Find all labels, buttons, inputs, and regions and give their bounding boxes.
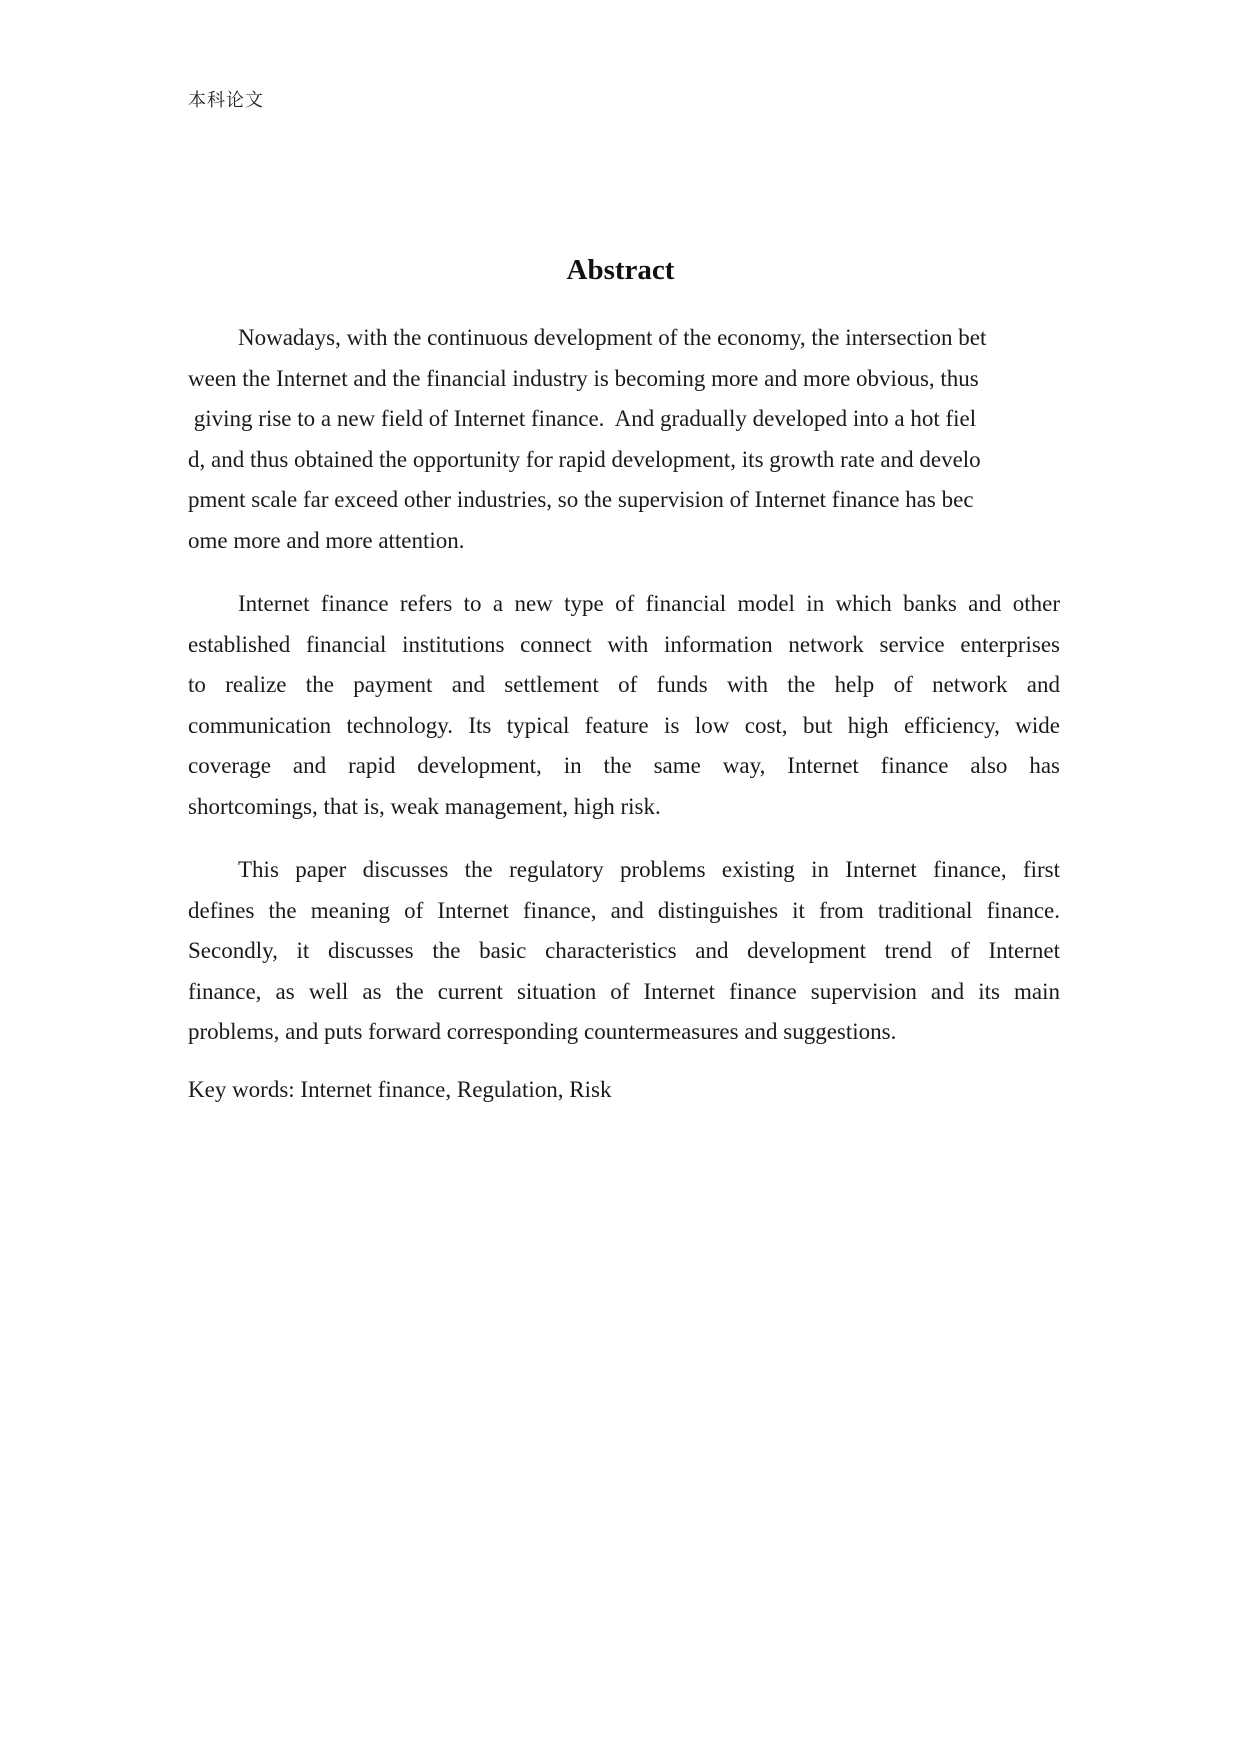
paragraph-line: coverage and rapid development, in the same way, Internet finance also has (188, 753, 1060, 778)
keywords-line: Key words: Internet finance, Regulation, Risk (188, 1077, 612, 1102)
paragraph-line: shortcomings, that is, weak management, high risk. (188, 793, 661, 819)
paragraph-line: defines the meaning of Internet finance, and distinguishes it from traditional finance. (188, 897, 1060, 923)
running-header: 本科论文 (188, 90, 264, 111)
paragraph-line: Internet finance refers to a new type of financial model in which banks and other (238, 591, 1060, 616)
paragraph-line: ween the Internet and the financial industry is becoming more and more obvious, thus (188, 365, 979, 391)
paragraph-line: established financial institutions connect with information network service enterprises (188, 631, 1060, 657)
abstract-paragraph-1 (188, 318, 1060, 561)
paragraph-line: communication technology. Its typical feature is low cost, but high efficiency, wide (188, 712, 1060, 738)
paragraph-line: finance, as well as the current situation of Internet finance supervision and its main (188, 978, 1060, 1004)
paragraph-line: giving rise to a new field of Internet finance. And gradually developed into a hot fiel (188, 406, 977, 431)
paragraph-line: This paper discusses the regulatory problems existing in Internet finance, first (238, 857, 1060, 882)
paragraph-line: to realize the payment and settlement of funds with the help of network and (188, 672, 1060, 697)
paragraph-line: ome more and more attention. (188, 527, 465, 553)
paragraph-line: d, and thus obtained the opportunity for rapid development, its growth rate and develo (188, 446, 981, 472)
paragraph-line: Nowadays, with the continuous development of the economy, the intersection bet (238, 325, 987, 350)
paragraph-line: Secondly, it discusses the basic characteristics and development trend of Internet (188, 938, 1060, 963)
abstract-title: Abstract (566, 254, 675, 286)
paragraph-line: problems, and puts forward corresponding countermeasures and suggestions. (188, 1019, 897, 1044)
abstract-paragraph-3 (188, 850, 1060, 1053)
abstract-paragraph-2 (188, 584, 1060, 827)
paragraph-line: pment scale far exceed other industries, so the supervision of Internet finance has bec (188, 487, 974, 512)
